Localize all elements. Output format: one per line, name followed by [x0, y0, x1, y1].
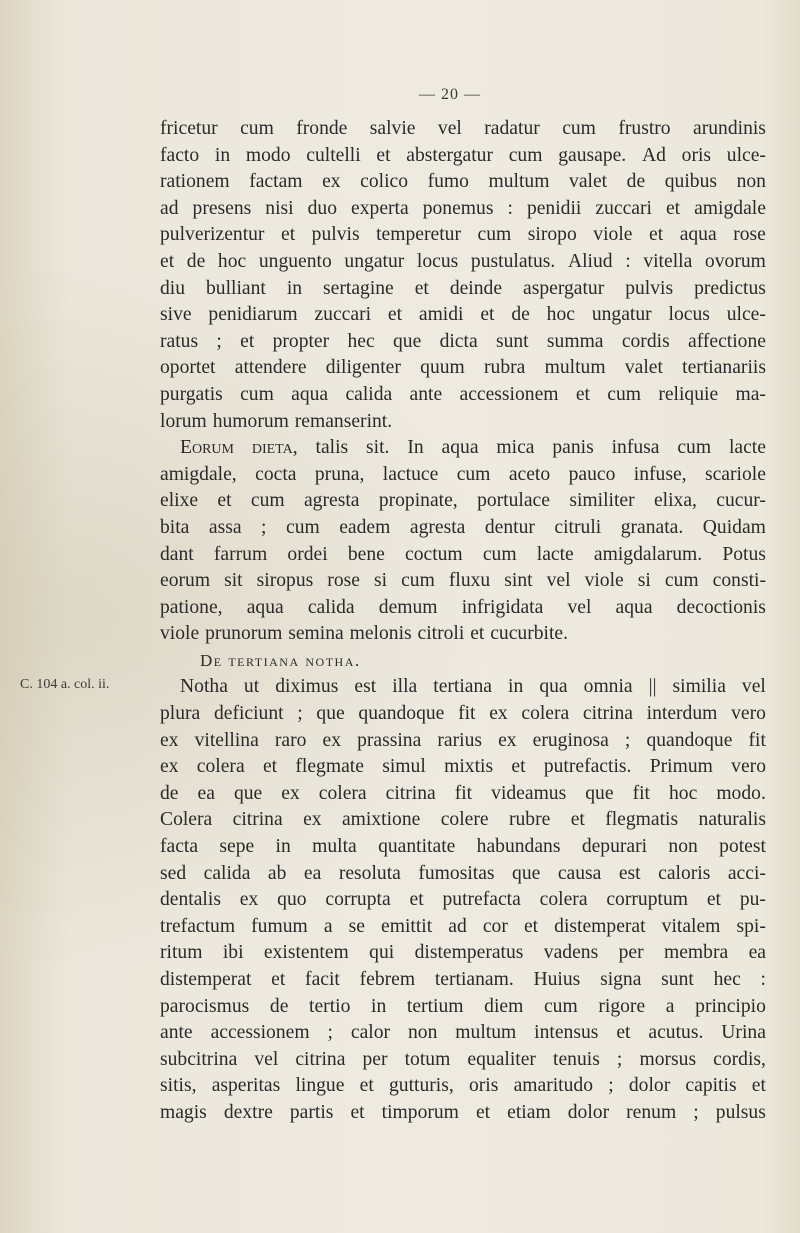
text-line: distemperat et facit febrem tertianam. Huius signa sunt hec : — [160, 969, 766, 990]
text-line: subcitrina vel citrina per totum equaliter tenuis ; morsus cordis, — [160, 1048, 766, 1070]
text-line: viole prunorum semina melonis citroli et cucurbite. — [160, 623, 568, 645]
text-line: plura deficiunt ; que quandoque fit ex colera citrina interdum vero — [160, 703, 766, 725]
text-line: purgatis cum aqua calida ante accessionem et cum reliquie ma- — [160, 383, 766, 405]
text-line: sitis, asperitas lingue et gutturis, oris amaritudo ; dolor capitis et — [160, 1075, 766, 1097]
text-line: dentalis ex quo corrupta et putrefacta colera corruptum et pu- — [160, 889, 766, 911]
text-line: diu bulliant in sertagine et deinde aspergatur pulvis predictus — [160, 277, 766, 299]
margin-note: C. 104 a. col. ii. — [20, 677, 110, 692]
text-line: de ea que ex colera citrina fit videamus que fit hoc modo. — [160, 782, 766, 804]
text-line: Eorum dieta, talis sit. In aqua mica panis infusa cum lacte — [180, 437, 766, 459]
text-line: ante accessionem ; calor non multum intensus et acutus. Urina — [160, 1022, 766, 1044]
text-line: trefactum fumum a se emittit ad cor et distemperat vitalem spi- — [160, 915, 766, 937]
text-line: oportet attendere diligenter quum rubra multum valet tertianariis — [160, 357, 766, 379]
text-line: facto in modo cultelli et abstergatur cum gausape. Ad oris ulce- — [160, 144, 766, 166]
section-heading: De tertiana notha. — [200, 650, 361, 670]
text-line: patione, aqua calida demum infrigidata vel aqua decoctionis — [160, 596, 766, 618]
text-line: eorum sit siropus rose si cum fluxu sint vel viole si cum consti- — [160, 570, 766, 592]
page-number: — 20 — — [419, 86, 481, 103]
text-line: Colera citrina ex amixtione colere rubre et flegmatis naturalis — [160, 809, 766, 831]
text-line: ritum ibi existentem qui distemperatus vadens per membra ea — [160, 942, 766, 964]
text-line: ratus ; et propter hec que dicta sunt summa cordis affectione — [160, 330, 766, 352]
text-line: ad presens nisi duo experta ponemus : penidii zuccari et amigdale — [160, 197, 766, 219]
text-line: sive penidiarum zuccari et amidi et de hoc ungatur locus ulce- — [160, 304, 766, 326]
body-text — [160, 116, 766, 1127]
text-line: facta sepe in multa quantitate habundans depurari non potest — [160, 836, 766, 858]
text-line: rationem factam ex colico fumo multum valet de quibus non — [160, 171, 766, 193]
text-line: ex colera et flegmate simul mixtis et putrefactis. Primum vero — [160, 756, 766, 778]
text-line: dant farrum ordei bene coctum cum lacte amigdalarum. Potus — [160, 543, 766, 565]
text-line: Notha ut diximus est illa tertiana in qua omnia || similia vel — [180, 676, 766, 698]
text-line: amigdale, cocta pruna, lactuce cum aceto pauco infuse, scariole — [160, 463, 766, 485]
text-line: magis dextre partis et timporum et etiam dolor renum ; pulsus — [160, 1101, 766, 1123]
text-line: bita assa ; cum eadem agresta dentur citruli granata. Quidam — [160, 516, 766, 538]
text-line: sed calida ab ea resoluta fumositas que causa est caloris acci- — [160, 862, 766, 884]
text-line: ex vitellina raro ex prassina rarius ex eruginosa ; quandoque fit — [160, 729, 766, 751]
text-line: lorum humorum remanserint. — [160, 410, 393, 432]
text-line: parocismus de tertio in tertium diem cum rigore a principio — [160, 995, 766, 1017]
text-line: et de hoc unguento ungatur locus pustulatus. Aliud : vitella ovorum — [160, 250, 766, 272]
text-line: elixe et cum agresta propinate, portulace similiter elixa, cucur- — [160, 490, 766, 512]
text-line: fricetur cum fronde salvie vel radatur cum frustro arundinis — [160, 118, 766, 139]
text-line: pulverizentur et pulvis temperetur cum siropo viole et aqua rose — [160, 224, 766, 246]
